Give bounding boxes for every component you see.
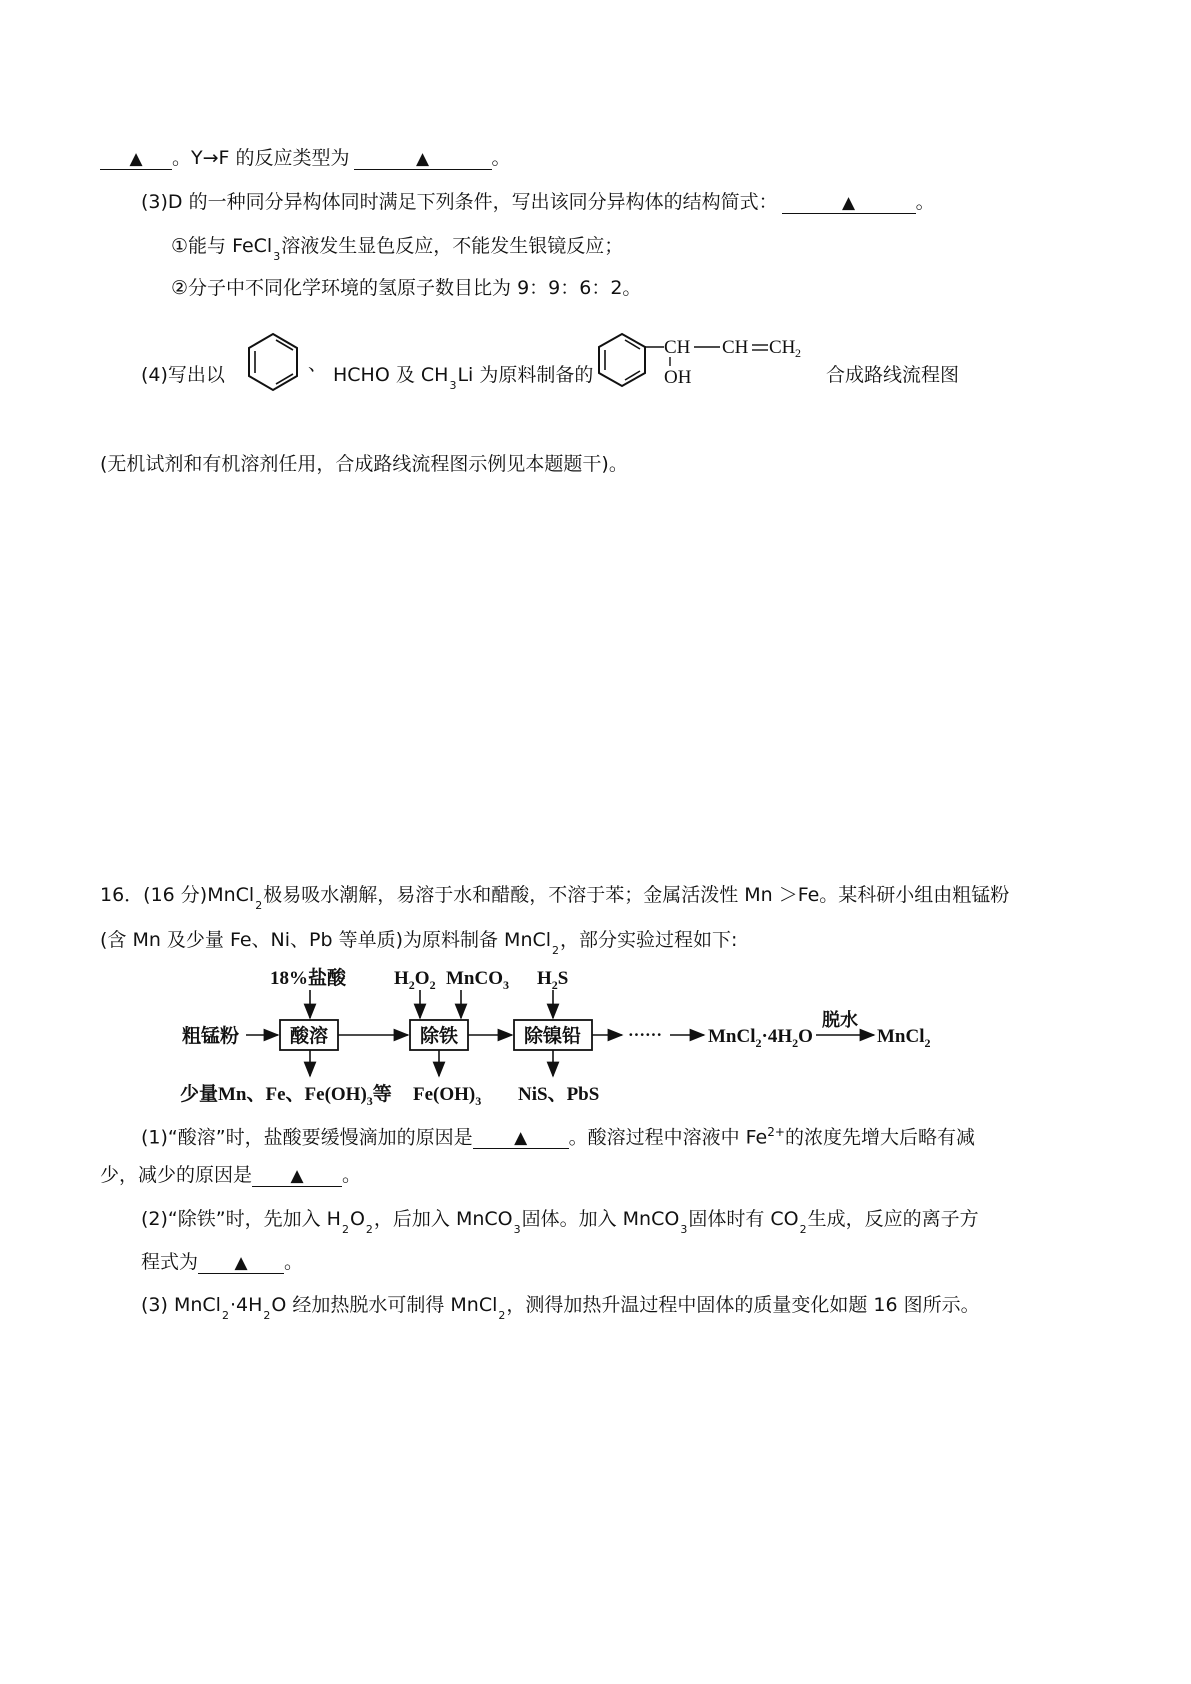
box-acid-dissolve-label: 酸溶 bbox=[290, 1026, 329, 1047]
answer-blank[interactable]: ▲ bbox=[782, 192, 916, 214]
benzene-structure bbox=[243, 330, 303, 394]
question-16-part2-cont: 程式为 ▲ 。 bbox=[141, 1251, 304, 1273]
start-material: 粗锰粉 bbox=[182, 1026, 240, 1047]
hydrate-product: $MnCl_2\cdot 4H_2O$ bbox=[708, 1026, 813, 1050]
question-4-post: 合成路线流程图 bbox=[826, 364, 960, 386]
answer-blank[interactable]: ▲ bbox=[100, 148, 172, 170]
answer-blank[interactable]: ▲ bbox=[252, 1165, 342, 1187]
reagent-hcl: 18%盐酸 bbox=[270, 968, 347, 989]
product-oh: OH bbox=[664, 367, 692, 388]
reagent-mnco3: MnCO$_3$ bbox=[446, 968, 509, 992]
product-chain: CH bbox=[722, 337, 749, 358]
product-ch: CH bbox=[664, 337, 691, 358]
answer-blank[interactable]: ▲ bbox=[354, 148, 492, 170]
question-3: (3)D 的一种同分异构体同时满足下列条件，写出该同分异构体的结构简式： ▲ 。 bbox=[141, 191, 935, 213]
question-16-part2: (2)“除铁”时，先加入 $H_2O_2$，后加入 MnCO$_3$固体。加入 MnCO$_3$固体时有 $CO_2$生成，反应的离子方 bbox=[141, 1208, 979, 1236]
dehydrate-label: 脱水 bbox=[822, 1010, 858, 1030]
residue-ni-pb: NiS、PbS bbox=[518, 1084, 600, 1105]
final-product: MnCl$_2$ bbox=[877, 1026, 931, 1050]
flow-ellipsis: ······ bbox=[628, 1025, 663, 1044]
product-ch2-sub: 2 bbox=[795, 346, 801, 360]
question-16-part3: (3) $MnCl_2\cdot 4H_2O$ 经加热脱水可制得 MnCl$_2$，测得加热升温过程中固体的质量变化如题 16 图所示。 bbox=[141, 1294, 980, 1322]
residue-acid: 少量Mn、Fe、$Fe(OH)_3$等 bbox=[180, 1084, 392, 1108]
product-structure bbox=[592, 326, 812, 396]
condition-2: ②分子中不同化学环境的氢原子数目比为 9：9：6：2。 bbox=[171, 277, 642, 299]
question-16-line2: (含 Mn 及少量 Fe、Ni、Pb 等单质)为原料制备 MnCl$_2$，部分实验过程如下: bbox=[100, 929, 738, 957]
product-ch2: CH bbox=[769, 337, 796, 358]
box-ni-pb-removal-label: 除镍铅 bbox=[524, 1026, 582, 1047]
question-4-pre: (4)写出以 bbox=[141, 364, 225, 386]
reagent-h2o2: $H_2O_2$ bbox=[394, 968, 436, 992]
question-16-part1: (1)“酸溶”时，盐酸要缓慢滴加的原因是 ▲ 。酸溶过程中溶液中 $Fe^{2+}$的浓度先增大后略有减 bbox=[141, 1125, 975, 1149]
answer-blank[interactable]: ▲ bbox=[198, 1252, 284, 1274]
question-16-part1-cont: 少，减少的原因是 ▲ 。 bbox=[100, 1164, 362, 1186]
process-flow-diagram bbox=[170, 960, 950, 1110]
box-iron-removal-label: 除铁 bbox=[420, 1026, 459, 1047]
separator: 、 bbox=[308, 353, 328, 375]
question-4-reagents: HCHO 及 $CH_3Li$ 为原料制备的 bbox=[333, 364, 594, 392]
line-reaction-type: ▲ 。Y→F 的反应类型为 ▲ 。 bbox=[100, 146, 511, 170]
residue-iron: $Fe(OH)_3$ bbox=[413, 1084, 482, 1108]
reagent-h2s: $H_2S$ bbox=[537, 968, 569, 992]
question-4-note: (无机试剂和有机溶剂任用，合成路线流程图示例见本题题干)。 bbox=[100, 453, 628, 475]
condition-1: ①能与 FeCl$_3$溶液发生显色反应，不能发生银镜反应； bbox=[171, 235, 624, 263]
question-16-line1: 16．(16 分)MnCl$_2$极易吸水潮解，易溶于水和醋酸，不溶于苯；金属活泼性 Mn ＞Fe。某科研小组由粗锰粉 bbox=[100, 884, 1010, 912]
answer-blank[interactable]: ▲ bbox=[473, 1127, 569, 1149]
